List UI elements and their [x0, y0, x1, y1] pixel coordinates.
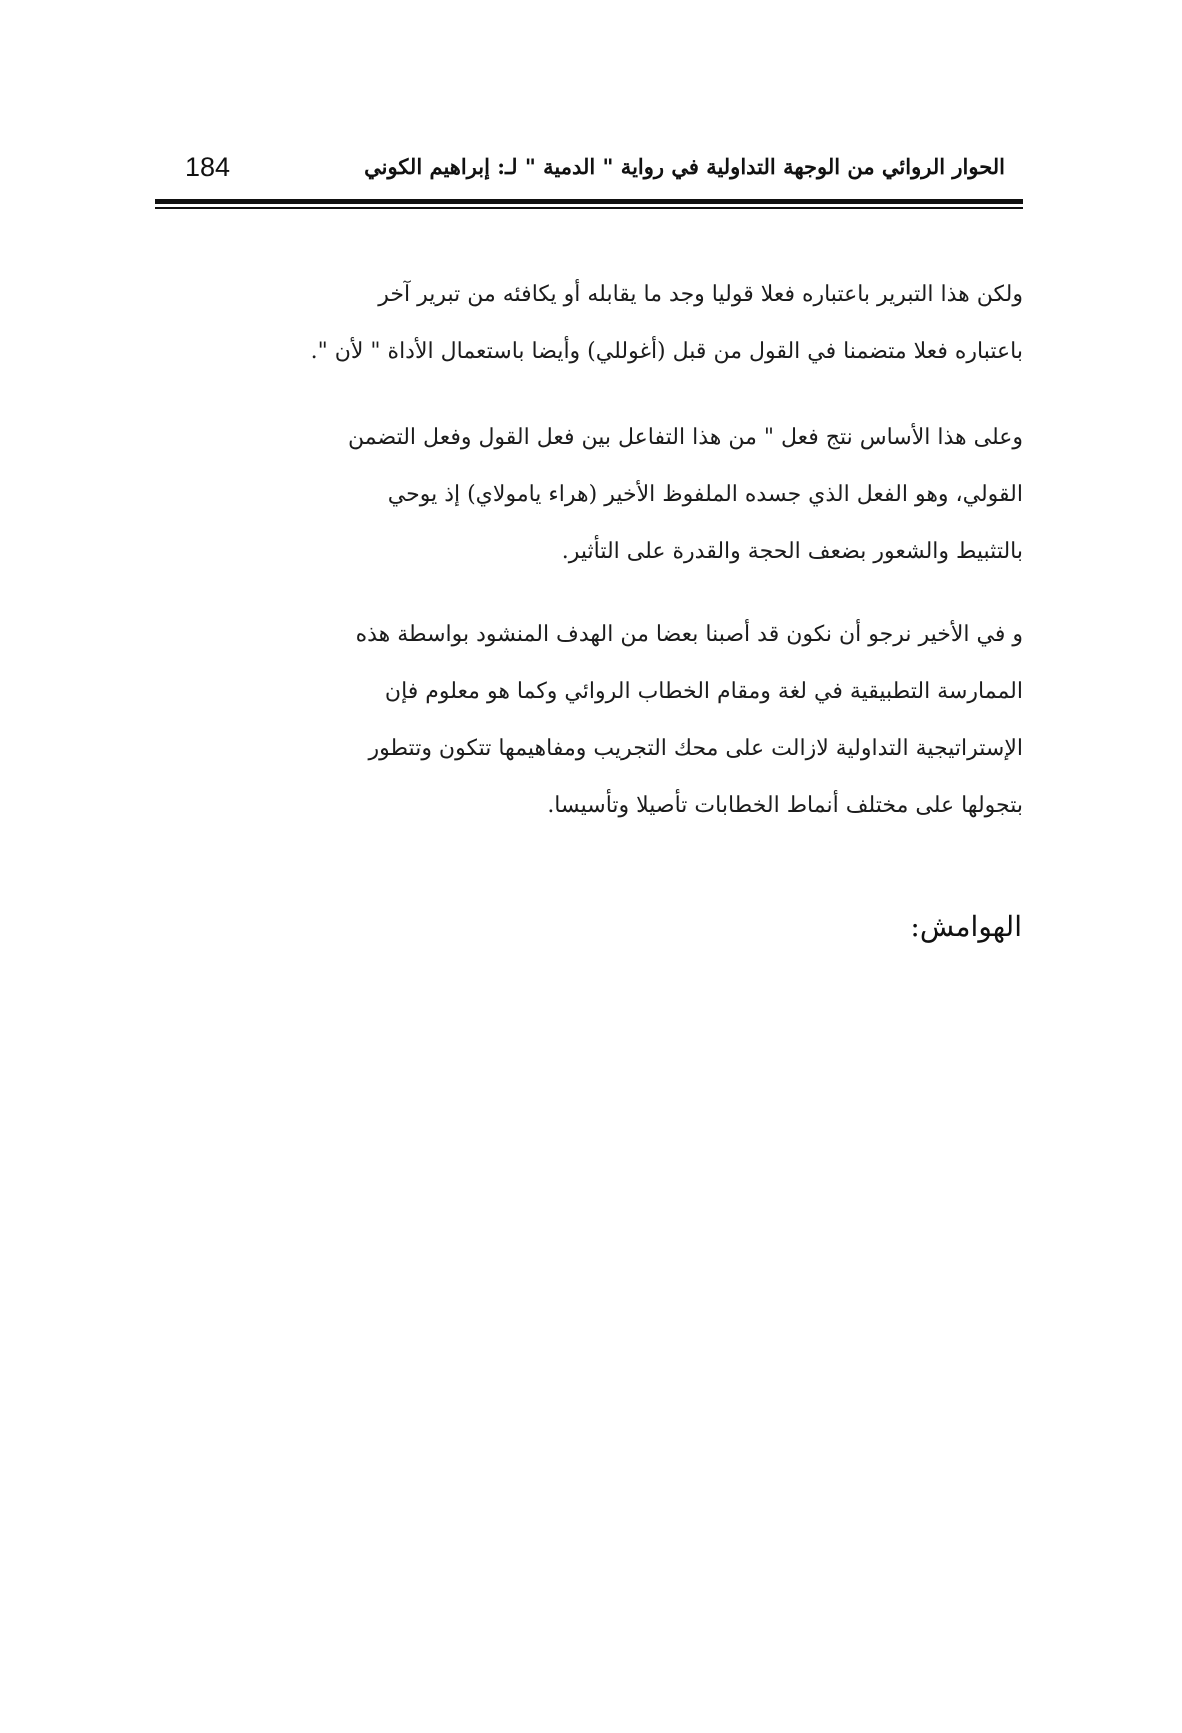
- running-title: الحوار الروائي من الوجهة التداولية في رواية " الدمية " لـ: إبراهيم الكوني: [364, 154, 1005, 179]
- footnotes-heading: الهوامش:: [910, 910, 1022, 943]
- page-header: [155, 150, 1023, 195]
- page-number: 184: [185, 152, 231, 182]
- header-rule-thin: [155, 207, 1023, 209]
- header-rule-thick: [155, 199, 1023, 204]
- paragraph-2: [185, 409, 1023, 580]
- paragraph-line: وعلى هذا الأساس نتج فعل " من هذا التفاعل بين فعل القول وفعل التضمن: [348, 425, 1023, 450]
- paragraph-1: [185, 266, 1023, 380]
- paragraph-line: الممارسة التطبيقية في لغة ومقام الخطاب الروائي وكما هو معلوم فإن: [384, 679, 1023, 704]
- paragraph-line: الإستراتيجية التداولية لازالت على محك التجريب ومفاهيمها تتكون وتتطور: [368, 736, 1023, 761]
- paragraph-3: [185, 606, 1023, 834]
- paragraph-line: باعتباره فعلا متضمنا في القول من قبل (أغوللي) وأيضا باستعمال الأداة " لأن ".: [310, 339, 1023, 364]
- paragraph-line: القولي، وهو الفعل الذي جسده الملفوظ الأخير (هراء يامولاي) إذ يوحي: [387, 482, 1023, 507]
- paragraph-line: بالتثبيط والشعور بضعف الحجة والقدرة على التأثير.: [561, 539, 1023, 564]
- paragraph-line: بتجولها على مختلف أنماط الخطابات تأصيلا وتأسيسا.: [547, 793, 1023, 818]
- paragraph-line: ولكن هذا التبرير باعتباره فعلا قوليا وجد ما يقابله أو يكافئه من تبرير آخر: [378, 282, 1023, 307]
- paragraph-line: و في الأخير نرجو أن نكون قد أصبنا بعضا من الهدف المنشود بواسطة هذه: [355, 622, 1023, 647]
